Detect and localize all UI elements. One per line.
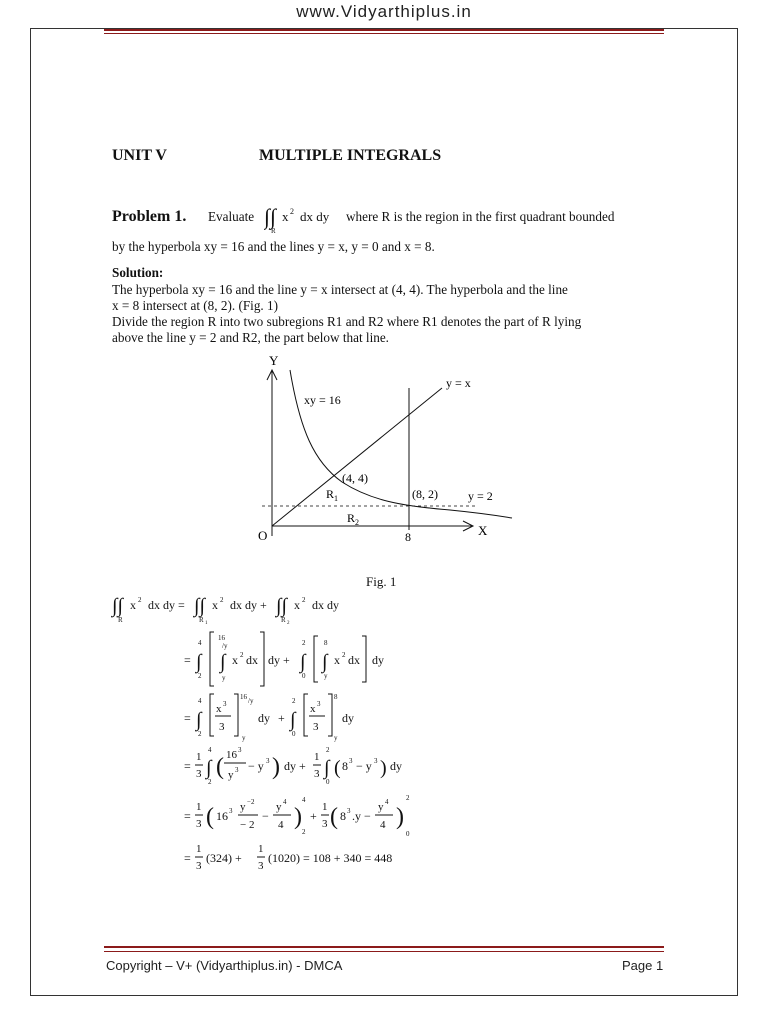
svg-text:x: x [310,703,316,715]
equation-line-1 [110,595,339,626]
svg-text:y: y [334,734,338,742]
svg-text:2: 2 [302,596,306,604]
svg-text:(: ( [334,757,341,779]
svg-text:dy: dy [390,759,402,773]
step3-dy: dy [258,711,270,725]
svg-text:3: 3 [196,818,202,830]
footer-rule-thin [104,951,664,952]
header-rule [104,29,664,31]
svg-text:2: 2 [198,672,202,680]
point2-label: (8, 2) [412,487,438,501]
svg-text:=: = [184,851,191,865]
problem-text: where R is the region in the first quadrant bounded [346,209,615,224]
svg-text:dy +: dy + [284,759,306,773]
point1-label: (4, 4) [342,471,368,485]
svg-text:y: y [276,801,282,813]
equation-line-5 [184,794,410,838]
svg-text:3: 3 [258,860,264,872]
svg-text:8: 8 [340,809,346,823]
svg-text:=: = [184,759,191,773]
final-part1: (324) + [206,851,242,865]
svg-text:4: 4 [278,819,284,831]
unit-label: UNIT V [112,147,167,164]
problem-evaluate: Evaluate [208,209,255,224]
svg-text:3: 3 [196,860,202,872]
hline-label: y = 2 [468,489,493,503]
svg-text:3: 3 [347,807,351,815]
svg-text:y: y [240,801,246,813]
problem-integral [264,200,344,234]
svg-text:+: + [310,809,317,823]
svg-text:dx dy: dx dy [300,209,330,224]
figure-1 [250,350,530,550]
solution-line3: Divide the region R into two subregions R1 and R2 where R1 denotes the part of R lying [112,314,582,329]
svg-text:−2: −2 [247,798,255,806]
svg-text:): ) [380,757,387,779]
solution-equations [110,588,450,878]
svg-text:3: 3 [349,757,353,765]
svg-text:/y: /y [248,697,254,705]
svg-text:2: 2 [302,639,306,647]
svg-text:2: 2 [198,730,202,738]
svg-text:.y −: .y − [352,809,371,823]
svg-text:3: 3 [266,757,270,765]
footer-page-number: Page 1 [622,958,664,973]
svg-text:∫: ∫ [300,651,306,673]
svg-text:2: 2 [342,651,346,659]
x-axis-label: X [478,523,488,538]
svg-text:): ) [272,754,280,780]
svg-text:1: 1 [196,843,202,855]
svg-text:1: 1 [196,751,202,763]
region-r2-label: $R_2$ [347,511,360,527]
svg-text:3: 3 [196,768,202,780]
svg-text:dy: dy [372,653,384,667]
svg-text:dy: dy [342,711,354,725]
svg-text:y: y [324,672,328,680]
solution-heading: Solution: [112,265,164,280]
svg-text:∫: ∫ [290,709,296,731]
footer-rule [104,946,664,948]
svg-text:(: ( [216,754,224,780]
svg-text:x: x [212,598,218,612]
svg-text:− 2: − 2 [240,819,255,831]
svg-text:3: 3 [238,746,242,754]
footer-copyright: Copyright – V+ (Vidyarthiplus.in) - DMCA [106,958,343,973]
equation-line-6 [184,843,392,872]
svg-text:∫∫: ∫∫ [276,595,287,617]
equation-line-3 [184,693,354,742]
svg-text:2: 2 [287,621,290,626]
svg-text:1: 1 [314,751,320,763]
svg-text:=: = [184,711,191,725]
svg-text:2: 2 [326,746,330,754]
problem-label: Problem 1. [112,208,187,225]
svg-text:+: + [278,711,285,725]
y-axis-label: Y [269,353,279,368]
svg-text:=: = [184,809,191,823]
svg-text:(: ( [330,804,338,830]
svg-text:1: 1 [205,621,208,626]
svg-text:− y: − y [356,759,372,773]
svg-text:x: x [334,653,340,667]
svg-text:2: 2 [220,596,224,604]
equation-line-4 [184,746,402,786]
svg-text:R: R [271,227,276,234]
svg-text:3: 3 [313,721,319,733]
svg-text:16: 16 [218,634,225,642]
site-header: www.Vidyarthiplus.in [296,2,472,21]
svg-text:16: 16 [226,749,237,761]
svg-text:4: 4 [380,819,386,831]
svg-text:3: 3 [219,721,225,733]
svg-text:x: x [294,598,300,612]
svg-text:2: 2 [138,596,142,604]
svg-text:0: 0 [302,672,306,680]
unit-title: MULTIPLE INTEGRALS [258,147,442,164]
region-r1-label: $R_1$ [326,487,339,503]
svg-text:y: y [378,801,384,813]
solution-line4: above the line y = 2 and R2, the part below that line. [112,330,389,345]
svg-text:dx dy +: dx dy + [230,598,267,612]
svg-text:=: = [184,653,191,667]
svg-text:3: 3 [317,700,321,708]
svg-text:y: y [222,674,226,682]
header-rule-thin [104,33,664,34]
equation-line-2 [184,632,384,686]
svg-text:4: 4 [198,697,202,705]
svg-text:R: R [199,616,204,624]
svg-text:0: 0 [406,830,410,838]
solution-line1: The hyperbola xy = 16 and the line y = x intersect at (4, 4). The hyperbola and the line [112,282,568,297]
svg-text:8: 8 [342,759,348,773]
line-y-equals-x [272,388,442,526]
svg-text:∫: ∫ [206,757,212,779]
svg-text:2: 2 [208,778,212,786]
svg-text:0: 0 [326,778,330,786]
svg-text:): ) [396,804,404,830]
svg-text:8: 8 [334,693,338,701]
svg-text:x: x [282,209,289,224]
svg-text:∫∫: ∫∫ [194,595,205,617]
figure-caption: Fig. 1 [366,574,397,589]
svg-text:4: 4 [302,796,306,804]
svg-text:3: 3 [229,807,233,815]
svg-text:dx dy: dx dy [312,598,339,612]
origin-label: O [258,528,268,543]
final-part2: (1020) = 108 + 340 = 448 [268,851,393,865]
svg-text:4: 4 [283,798,287,806]
svg-text:3: 3 [314,768,320,780]
svg-text:16: 16 [240,693,247,701]
svg-text:∫: ∫ [324,757,330,779]
solution-line2: x = 8 intersect at (8, 2). (Fig. 1) [112,298,279,313]
svg-text:x: x [232,653,238,667]
svg-text:): ) [294,804,302,830]
svg-text:2: 2 [240,651,244,659]
svg-text:8: 8 [324,639,328,647]
unit-heading [112,147,441,165]
svg-text:4: 4 [208,746,212,754]
svg-text:3: 3 [223,700,227,708]
svg-text:R: R [118,616,123,624]
svg-text:−: − [262,809,269,823]
svg-text:2: 2 [292,697,296,705]
svg-text:3: 3 [235,766,239,774]
svg-text:∫∫: ∫∫ [112,595,123,617]
svg-text:3: 3 [322,818,328,830]
svg-text:0: 0 [292,730,296,738]
svg-text:1: 1 [322,801,328,813]
svg-text:2: 2 [290,207,294,216]
svg-text:2: 2 [406,794,410,802]
svg-text:1: 1 [258,843,264,855]
svg-text:16: 16 [216,809,228,823]
svg-text:2: 2 [302,828,306,836]
svg-text:∫: ∫ [196,651,202,673]
svg-text:∫: ∫ [322,651,328,673]
svg-text:dx dy =: dx dy = [148,598,185,612]
x-tick-8: 8 [405,530,411,544]
svg-text:4: 4 [385,798,389,806]
svg-text:y: y [228,769,234,781]
svg-text:− y: − y [248,759,264,773]
svg-text:∫∫: ∫∫ [264,204,277,229]
svg-text:(: ( [206,804,214,830]
svg-text:3: 3 [374,757,378,765]
line-label: y = x [446,376,471,390]
svg-text:/y: /y [222,642,228,650]
svg-text:∫: ∫ [196,709,202,731]
svg-text:x: x [130,598,136,612]
svg-text:∫: ∫ [220,651,226,673]
svg-text:1: 1 [196,801,202,813]
curve-label: xy = 16 [304,393,341,407]
svg-text:4: 4 [198,639,202,647]
svg-text:dx: dx [246,653,258,667]
svg-text:x: x [216,703,222,715]
problem-line2: by the hyperbola xy = 16 and the lines y = x, y = 0 and x = 8. [112,239,435,254]
svg-text:y: y [242,734,246,742]
svg-text:dy +: dy + [268,653,290,667]
svg-text:dx: dx [348,653,360,667]
svg-text:R: R [281,616,286,624]
